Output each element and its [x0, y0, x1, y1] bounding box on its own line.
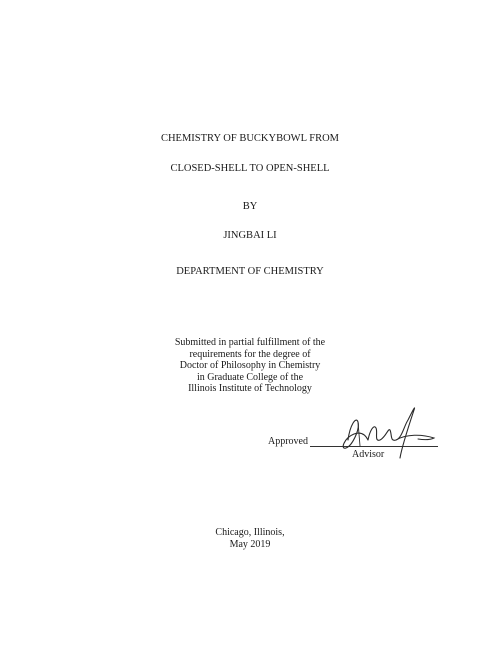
department-name: DEPARTMENT OF CHEMISTRY — [176, 266, 324, 277]
statement-line: in Graduate College of the — [196, 371, 304, 383]
statement-line: Illinois Institute of Technology — [188, 383, 312, 394]
by-label: BY — [242, 201, 258, 212]
statement-line: Doctor of Philosophy in Chemistry — [179, 360, 321, 371]
submission-statement — [0, 337, 500, 395]
submission-date: May 2019 — [229, 539, 271, 550]
thesis-title-line-2: CLOSED-SHELL TO OPEN-SHELL — [170, 163, 330, 174]
advisor-signature-image — [330, 400, 440, 466]
author-name: JINGBAI LI — [223, 230, 277, 241]
advisor-label: Advisor — [352, 449, 385, 460]
location: Chicago, Illinois, — [215, 527, 285, 538]
location-date-block — [0, 527, 500, 551]
statement-line: requirements for the degree of — [189, 348, 311, 360]
approved-label: Approved — [268, 436, 308, 447]
thesis-title-line-1: CHEMISTRY OF BUCKYBOWL FROM — [160, 133, 340, 144]
statement-line: Submitted in partial fulfillment of the — [174, 337, 326, 348]
